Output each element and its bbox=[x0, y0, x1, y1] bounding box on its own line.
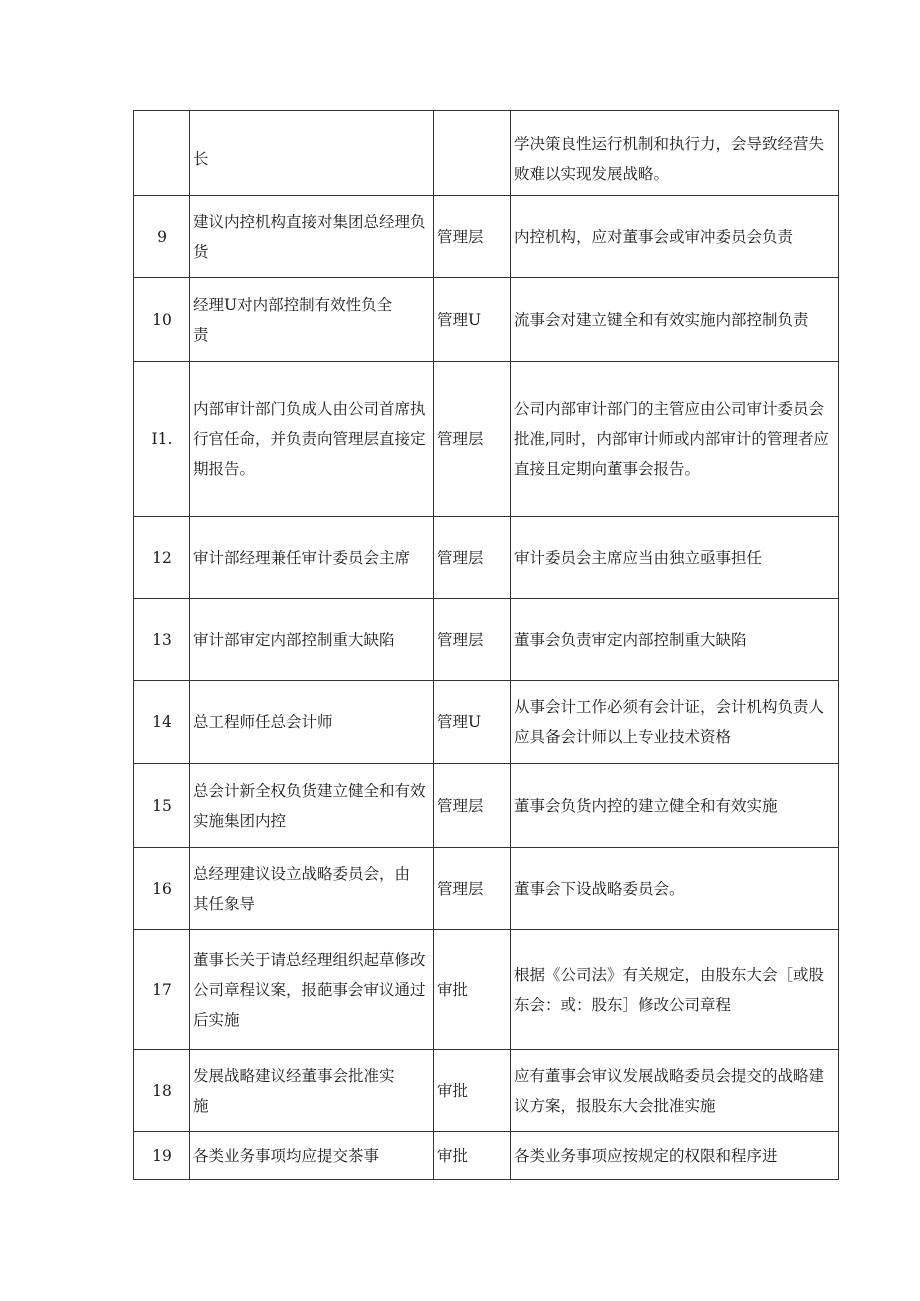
issue-cell: 建议内控机构直接对集团总经理负货 bbox=[190, 196, 434, 278]
row-number: 18 bbox=[134, 1050, 190, 1132]
table-row bbox=[134, 196, 839, 278]
correction-cell: 董事会下设战略委员会。 bbox=[511, 848, 839, 930]
table-row bbox=[134, 1132, 839, 1180]
category-cell: 审批 bbox=[434, 1132, 511, 1180]
table-row bbox=[134, 599, 839, 681]
table-row bbox=[134, 681, 839, 764]
category-cell bbox=[434, 111, 511, 196]
issue-cell: 各类业务事项均应提交茶事 bbox=[190, 1132, 434, 1180]
row-number: 19 bbox=[134, 1132, 190, 1180]
correction-cell: 流事会对建立键全和有效实施内部控制负责 bbox=[511, 278, 839, 362]
row-number: 14 bbox=[134, 681, 190, 764]
issue-cell: 总会计新全权负货建立健全和有效实施集团内控 bbox=[190, 764, 434, 848]
row-number: 10 bbox=[134, 278, 190, 362]
row-number: I1. bbox=[134, 362, 190, 517]
row-number: 15 bbox=[134, 764, 190, 848]
correction-cell: 应有董事会审议发展战略委员会提交的战略建议方案，报股东大会批准实施 bbox=[511, 1050, 839, 1132]
category-cell: 管理层 bbox=[434, 848, 511, 930]
content-table bbox=[133, 110, 839, 1180]
row-number bbox=[134, 111, 190, 196]
correction-cell: 董事会负货内控的建立健全和有效实施 bbox=[511, 764, 839, 848]
row-number: 17 bbox=[134, 930, 190, 1050]
table-row bbox=[134, 764, 839, 848]
category-cell: 管理U bbox=[434, 681, 511, 764]
row-number: 13 bbox=[134, 599, 190, 681]
table-row bbox=[134, 111, 839, 196]
correction-cell: 内控机构，应对董事会或审冲委员会负责 bbox=[511, 196, 839, 278]
row-number: 9 bbox=[134, 196, 190, 278]
correction-cell: 根据《公司法》有关规定，由股东大会［或股东会：或：股东］修改公司章程 bbox=[511, 930, 839, 1050]
issue-cell: 总工程师任总会计师 bbox=[190, 681, 434, 764]
correction-cell: 审计委员会主席应当由独立亟事担任 bbox=[511, 517, 839, 599]
issue-cell: 内部审计部门负成人由公司首席执行官任命，并负责向管理层直接定期报告。 bbox=[190, 362, 434, 517]
table-row bbox=[134, 278, 839, 362]
category-cell: 管理层 bbox=[434, 362, 511, 517]
table-row bbox=[134, 848, 839, 930]
category-cell: 管理层 bbox=[434, 517, 511, 599]
correction-cell: 学决策良性运行机制和执行力，会导致经营失败难以实现发展战略。 bbox=[511, 111, 839, 196]
table-row bbox=[134, 930, 839, 1050]
row-number: 16 bbox=[134, 848, 190, 930]
category-cell: 管理层 bbox=[434, 764, 511, 848]
table-row bbox=[134, 517, 839, 599]
issue-cell: 发展战略建议经董事会批准实施 bbox=[190, 1050, 434, 1132]
correction-cell: 从事会计工作必须有会计证，会计机构负责人应具备会计师以上专业技术资格 bbox=[511, 681, 839, 764]
category-cell: 审批 bbox=[434, 1050, 511, 1132]
row-number: 12 bbox=[134, 517, 190, 599]
category-cell: 管理层 bbox=[434, 196, 511, 278]
issue-cell: 董事长关于请总经理组织起草修改公司章程议案，报葩事会审议通过后实施 bbox=[190, 930, 434, 1050]
category-cell: 审批 bbox=[434, 930, 511, 1050]
category-cell: 管理U bbox=[434, 278, 511, 362]
table-row bbox=[134, 1050, 839, 1132]
correction-cell: 董事会负责审定内部控制重大缺陷 bbox=[511, 599, 839, 681]
correction-cell: 各类业务事项应按规定的权限和程序进 bbox=[511, 1132, 839, 1180]
category-cell: 管理层 bbox=[434, 599, 511, 681]
issue-cell: 经理U对内部控制有效性负全责 bbox=[190, 278, 434, 362]
issue-cell: 长 bbox=[190, 111, 434, 196]
issue-cell: 审计部审定内部控制重大缺陷 bbox=[190, 599, 434, 681]
issue-cell: 审计部经理兼任审计委员会主席 bbox=[190, 517, 434, 599]
correction-cell: 公司内部审计部门的主管应由公司审计委员会批准,同时，内部审计师或内部审计的管理者应直接且定期向董事会报告。 bbox=[511, 362, 839, 517]
table-row bbox=[134, 362, 839, 517]
issue-cell: 总经理建议设立战略委员会，由其任象导 bbox=[190, 848, 434, 930]
